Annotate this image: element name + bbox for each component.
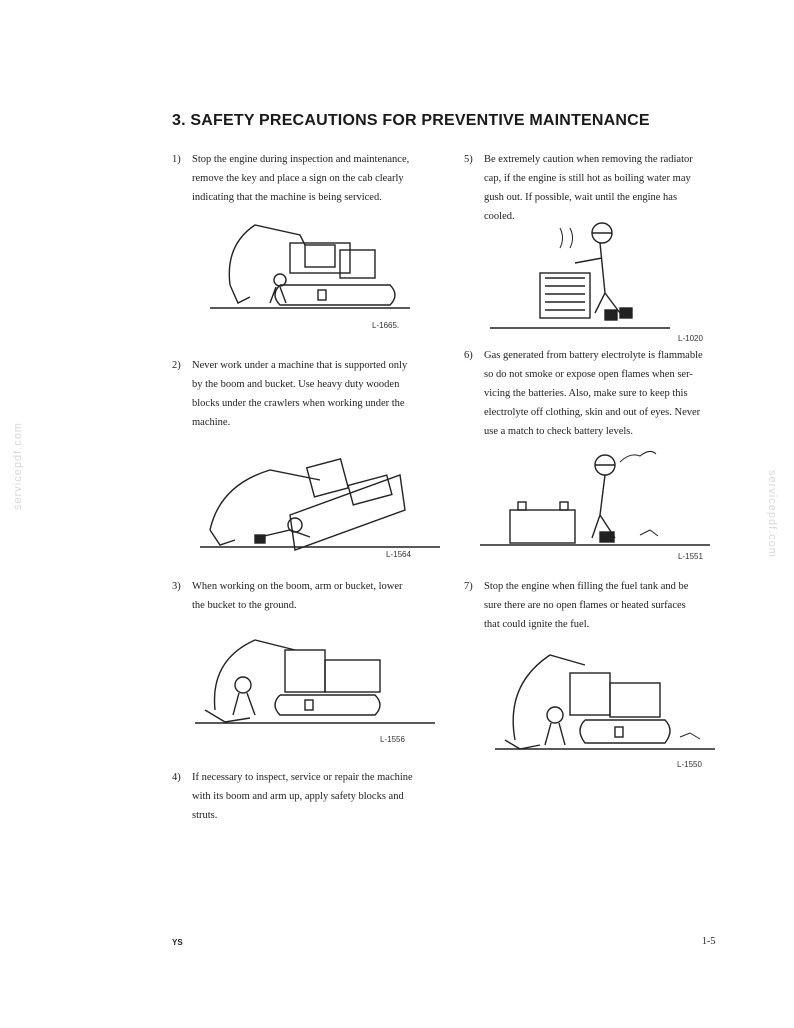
item-number: 4) <box>172 772 181 783</box>
item-line: gush out. If possible, wait until the engine has <box>484 192 678 203</box>
illustration-excavator-tilted-worker-under <box>200 455 440 555</box>
item-line: Stop the engine when filling the fuel tank and be <box>484 581 689 592</box>
item-line: remove the key and place a sign on the cab clearly <box>192 173 404 184</box>
item-line: struts. <box>192 810 218 821</box>
item-line: indicating that the machine is being serviced. <box>192 192 382 203</box>
item-line: sure there are no open flames or heated surfaces <box>484 600 686 611</box>
figure-code: L-1564 <box>386 550 411 559</box>
illustration-battery-smoking <box>480 440 710 548</box>
item-line: by the boom and bucket. Use heavy duty wooden <box>192 379 400 390</box>
figure-code: L-1550 <box>677 760 702 769</box>
item-line: Be extremely caution when removing the radiator <box>484 154 693 165</box>
illustration-excavator-service-sign <box>210 215 410 315</box>
illustration-excavator-refueling <box>495 645 715 753</box>
figure-code: L-1665. <box>372 321 400 330</box>
item-line: that could ignite the fuel. <box>484 619 590 630</box>
item-line: blocks under the crawlers when working under the <box>192 398 405 409</box>
item-line: Stop the engine during inspection and maintenance, <box>192 154 410 165</box>
watermark: servicepdf.com <box>12 422 24 510</box>
figure-code: L-1020 <box>678 334 703 343</box>
item-line: electrolyte off clothing, skin and out of eyes. Never <box>484 407 701 418</box>
item-line: vicing the batteries. Also, make sure to keep this <box>484 388 688 399</box>
item-number: 5) <box>464 154 473 165</box>
item-line: so do not smoke or expose open flames when ser- <box>484 369 693 380</box>
item-line: with its boom and arm up, apply safety blocks and <box>192 791 404 802</box>
watermark: servicepdf.com <box>766 470 778 558</box>
item-number: 1) <box>172 154 181 165</box>
illustration-excavator-bucket-lowered <box>195 630 435 730</box>
item-line: Never work under a machine that is supported only <box>192 360 408 371</box>
item-line: machine. <box>192 417 231 428</box>
item-line: cooled. <box>484 211 515 222</box>
illustration-radiator-cap-steam <box>490 218 670 330</box>
figure-code: L-1551 <box>678 552 703 561</box>
item-line: cap, if the engine is still hot as boiling water may <box>484 173 691 184</box>
item-line: the bucket to the ground. <box>192 600 297 611</box>
item-line: Gas generated from battery electrolyte is flammable <box>484 350 703 361</box>
page-number: 1-5 <box>702 936 716 947</box>
item-number: 6) <box>464 350 473 361</box>
page-title: 3. SAFETY PRECAUTIONS FOR PREVENTIVE MAINTENANCE <box>172 112 650 129</box>
item-line: use a match to check battery levels. <box>484 426 633 437</box>
item-line: If necessary to inspect, service or repair the machine <box>192 772 413 783</box>
item-number: 7) <box>464 581 473 592</box>
item-line: When working on the boom, arm or bucket, lower <box>192 581 403 592</box>
figure-code: L-1556 <box>380 735 405 744</box>
item-number: 3) <box>172 581 181 592</box>
item-number: 2) <box>172 360 181 371</box>
footer-code: YS <box>172 938 183 947</box>
